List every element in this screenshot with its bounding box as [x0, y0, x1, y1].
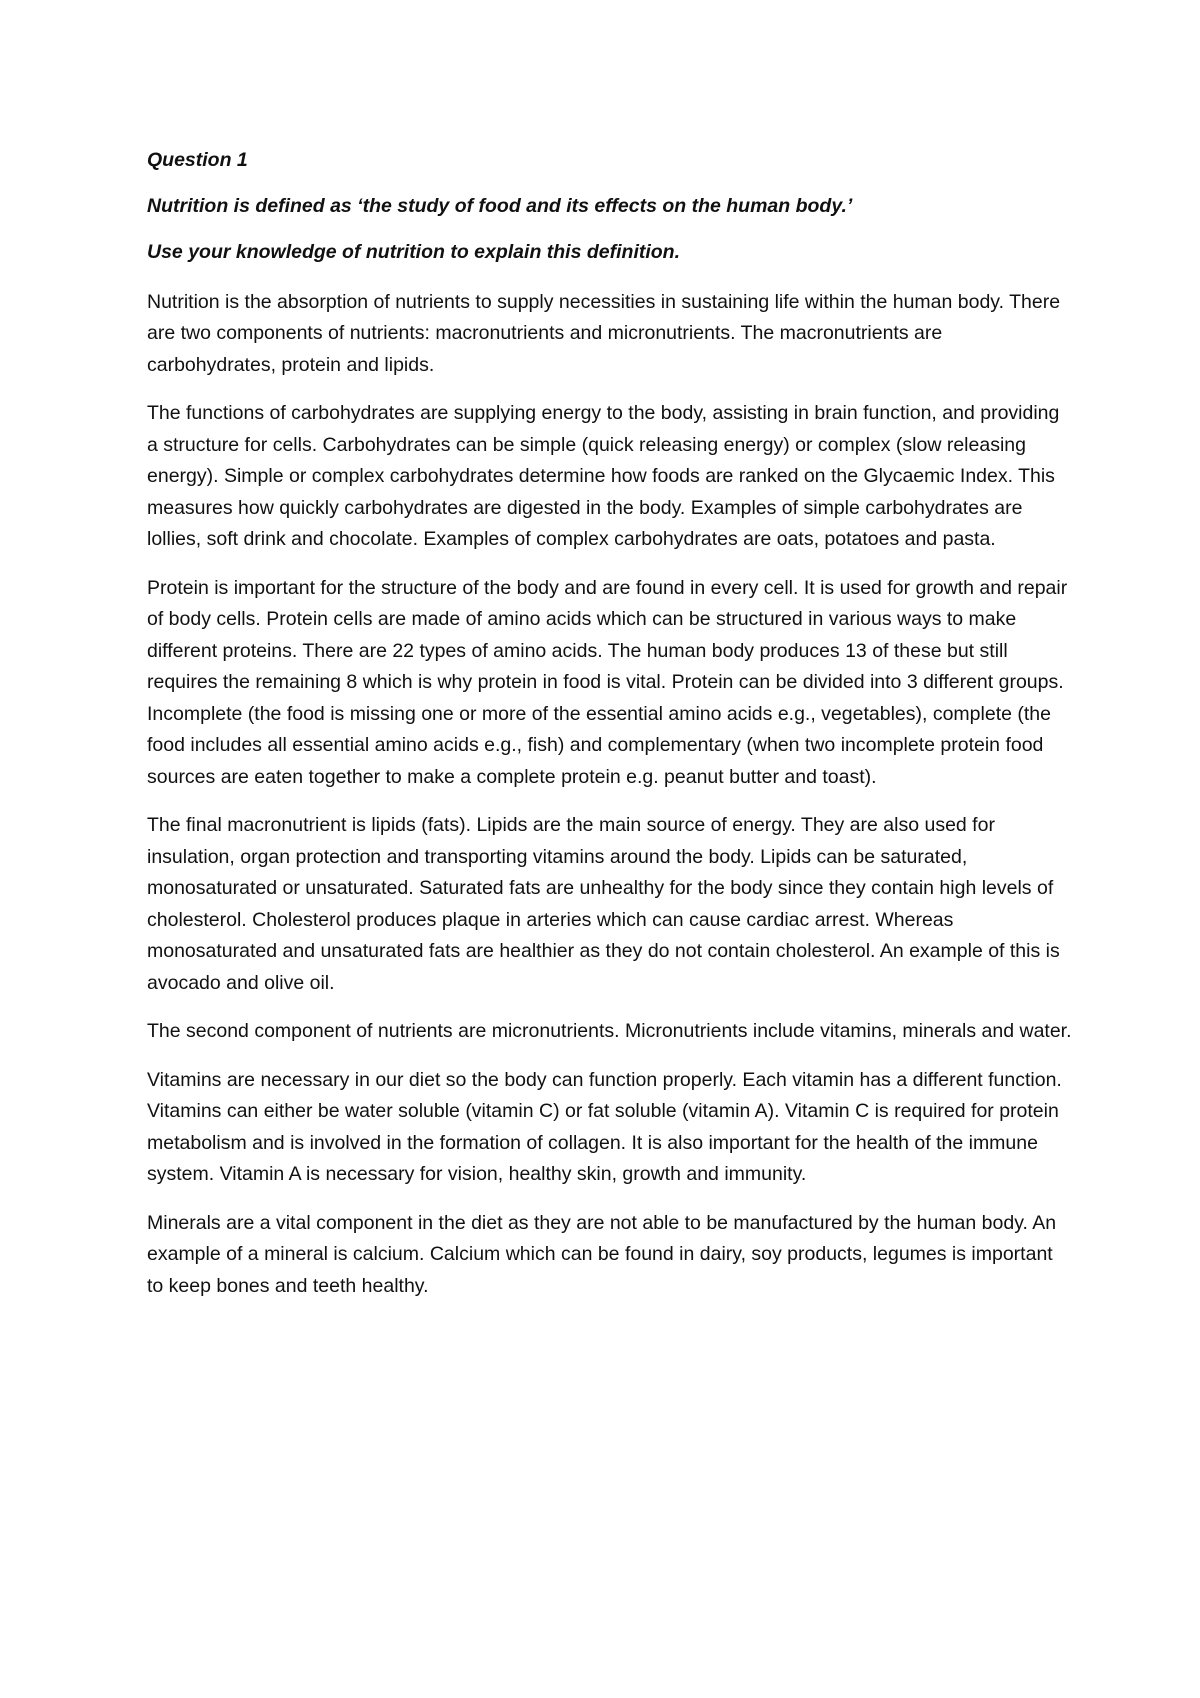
paragraph-vitamins: Vitamins are necessary in our diet so the body can function properly. Each vitamin has a different function. Vitamins can either be water soluble (vitamin C) or fat soluble (vitamin A). Vitamin C is required for protein metabolism and is involved in the formation of collagen. It is also important for the health of the immune system. Vitamin A is necessary for vision, healthy skin, growth and immunity.: [147, 1068, 1062, 1185]
paragraph-protein: Protein is important for the structure of the body and are found in every cell. It is used for growth and repair of body cells. Protein cells are made of amino acids which can be structured in various ways to make different proteins. There are 22 types of amino acids. The human body produces 13 of these but still requires the remaining 8 which is why protein in food is vital. Protein can be divided into 3 different groups. Incomplete (the food is missing one or more of the essential amino acids e.g., vegetables), complete (the food includes all essential amino acids e.g., fish) and complementary (when two incomplete protein food sources are eaten together to make a complete protein e.g. peanut butter and toast).: [147, 576, 1068, 788]
paragraph-micronutrients: The second component of nutrients are micronutrients. Micronutrients include vitamins, minerals and water.: [147, 1020, 1072, 1042]
paragraph-minerals: Minerals are a vital component in the diet as they are not able to be manufactured by the human body. An example of a mineral is calcium. Calcium which can be found in dairy, soy products, legumes is important to keep bones and teeth healthy.: [147, 1211, 1057, 1297]
paragraph-carbohydrates: The functions of carbohydrates are supplying energy to the body, assisting in brain function, and providing a structure for cells. Carbohydrates can be simple (quick releasing energy) or complex (slow releasing energy). Simple or complex carbohydrates determine how foods are ranked on the Glycaemic Index. This measures how quickly carbohydrates are digested in the body. Examples of simple carbohydrates are lollies, soft drink and chocolate. Examples of complex carbohydrates are oats, potatoes and pasta.: [147, 402, 1060, 550]
question-task: Use your knowledge of nutrition to explain this definition.: [147, 241, 681, 263]
paragraph-nutrition-intro: Nutrition is the absorption of nutrients to supply necessities in sustaining life within the human body. There are two components of nutrients: macronutrients and micronutrients. The macronutrients are carbohydrates, protein and lipids.: [147, 290, 1061, 376]
document-page: [147, 145, 1072, 1319]
question-title: Question 1: [147, 149, 248, 171]
question-definition: Nutrition is defined as ‘the study of food and its effects on the human body.’: [147, 194, 853, 217]
paragraph-lipids: The final macronutrient is lipids (fats). Lipids are the main source of energy. They are also used for insulation, organ protection and transporting vitamins around the body. Lipids can be saturated, monosaturated or unsaturated. Saturated fats are unhealthy for the body since they contain high levels of cholesterol. Cholesterol produces plaque in arteries which can cause cardiac arrest. Whereas monosaturated and unsaturated fats are healthier as they do not contain cholesterol. An example of this is avocado and olive oil.: [147, 814, 1060, 994]
